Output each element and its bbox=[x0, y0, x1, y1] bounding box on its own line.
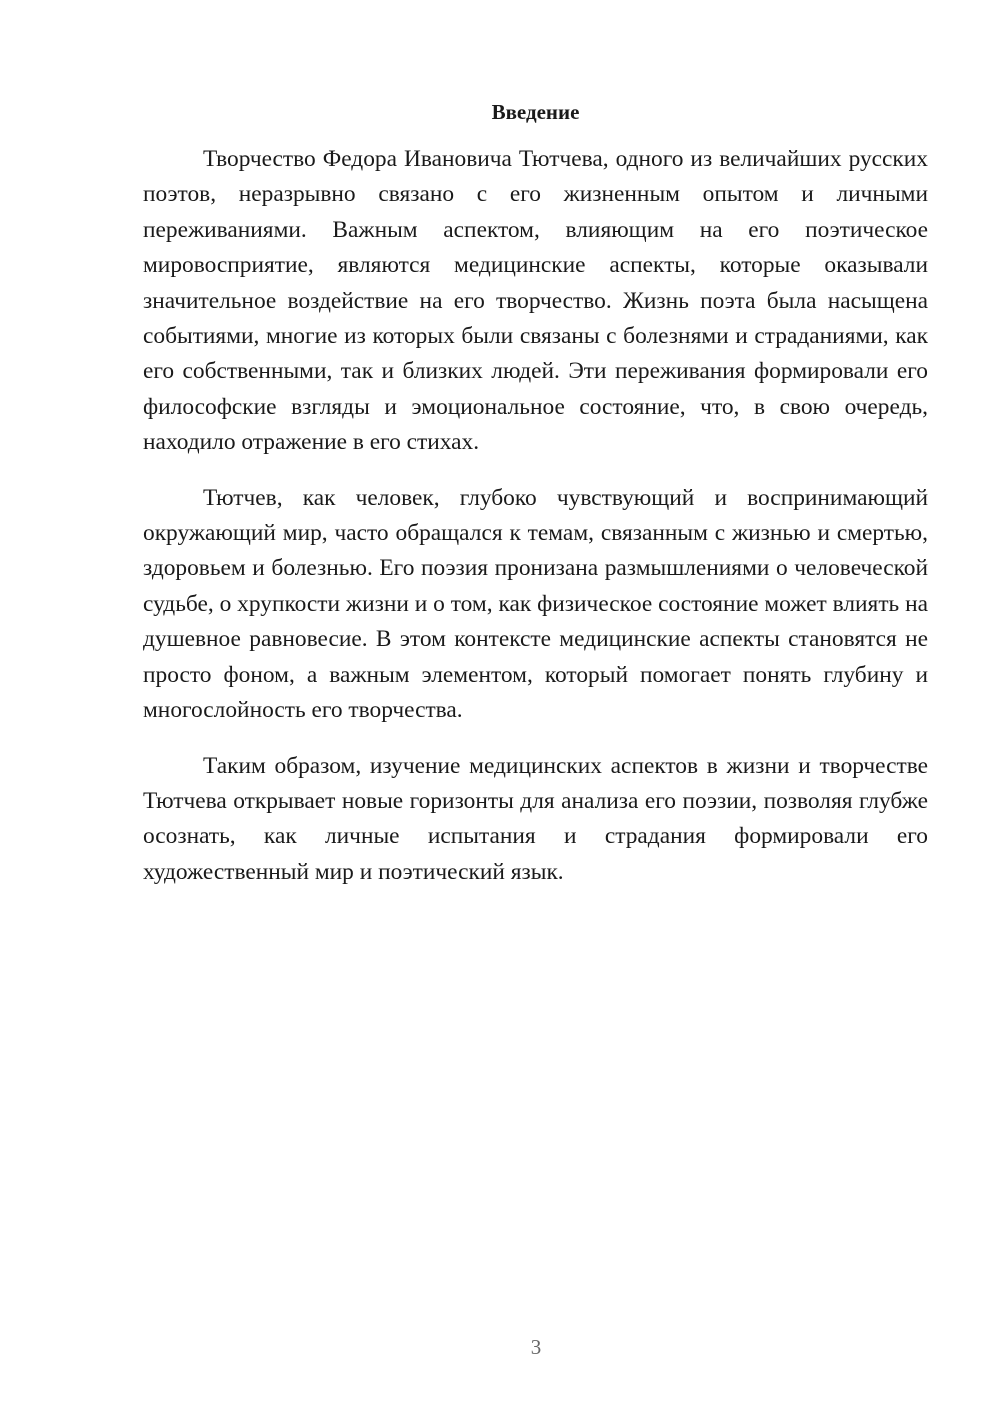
paragraph-2: Тютчев, как человек, глубоко чувствующий и воспринимающий окружающий мир, часто обращался к темам, связанным с жизнью и смертью, здоровьем и болезнью. Его поэзия пронизана размышлениями о человеческой судьбе, о хрупкости жизни и о том, как физическое состояние может влиять на душевное равновесие. В этом контексте медицинские аспекты становятся не просто фоном, а важным элементом, который помогает понять глубину и многослойность его творчества. bbox=[143, 484, 928, 724]
paragraph-3: Таким образом, изучение медицинских аспектов в жизни и творчестве Тютчева открывает новые горизонты для анализа его поэзии, позволяя глубже осознать, как личные испытания и страдания формировали его художественный мир и поэтический язык. bbox=[143, 752, 928, 885]
body-text bbox=[143, 142, 928, 910]
paragraph-1: Творчество Федора Ивановича Тютчева, одного из величайших русских поэтов, неразрывно связано с его жизненным опытом и личными переживаниями. Важным аспектом, влияющим на его поэтическое мировосприятие, являются медицинские аспекты, которые оказывали значительное воздействие на его творчество. Жизнь поэта была насыщена событиями, многие из которых были связаны с болезнями и страданиями, как его собственными, так и близких людей. Эти переживания формировали его философские взгляды и эмоциональное состояние, что, в свою очередь, находило отражение в его стихах. bbox=[143, 146, 928, 456]
page-number: 3 bbox=[530, 1335, 542, 1359]
section-heading: Введение bbox=[491, 100, 580, 124]
